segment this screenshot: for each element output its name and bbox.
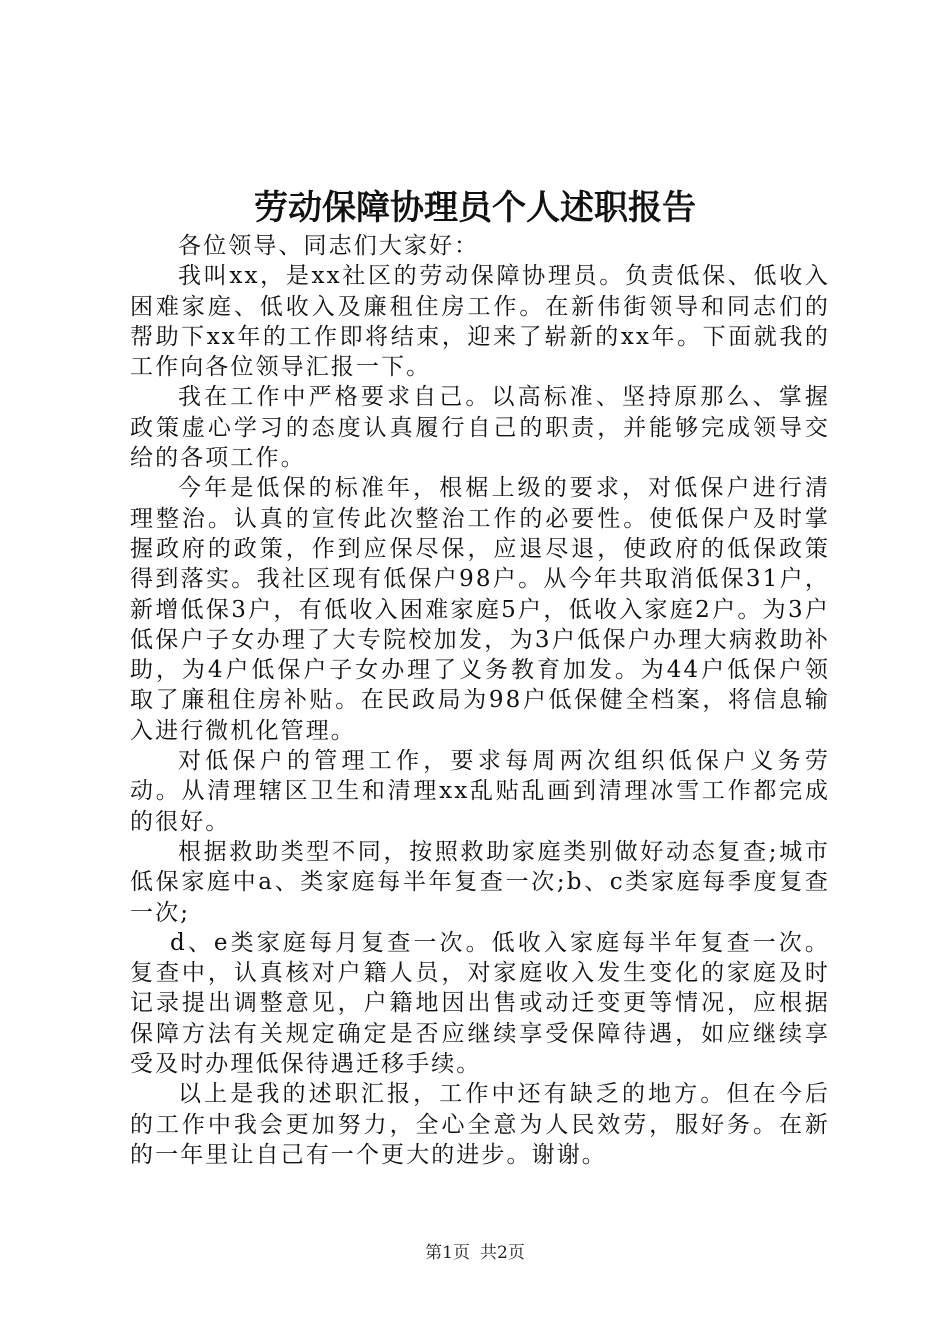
paragraph-dynamic-review: 根据救助类型不同，按照救助家庭类别做好动态复查;城市低保家庭中a、类家庭每半年复查一次;b、c类家庭每季度复查一次;: [130, 838, 830, 926]
page-number-total: 共2页: [480, 1243, 525, 1263]
paragraph-low-income-rectification: 今年是低保的标准年，根椐上级的要求，对低保户进行清理整治。认真的宣传此次整治工作的必要性。使低保户及时掌握政府的政策，作到应保尽保，应退尽退，使政府的低保政策得到落实。我社区现有低保户98户。从今年共取消低保31户，新增低保3户，有低收入困难家庭5户，低收入家庭2户。为3户低保户子女办理了大专院校加发，为3户低保户办理大病救助补助，为4户低保户子女办理了义务教育加发。为44户低保户领取了廉租住房补贴。在民政局为98户低保健全档案，将信息输入进行微机化管理。: [130, 475, 830, 744]
paragraph-review-details: d、e类家庭每月复查一次。低收入家庭每半年复查一次。复查中，认真核对户籍人员，对家庭收入发生变化的家庭及时记录提出调整意见，户籍地因出售或动迁变更等情况，应根据保障方法有关规定确定是否应继续享受保障待遇，如应继续享受及时办理低保待遇迁移手续。: [130, 929, 830, 1078]
page-number-current: 第1页: [425, 1243, 470, 1263]
paragraph-greeting: 各位领导、同志们大家好：: [178, 233, 480, 259]
paragraph-conclusion: 以上是我的述职汇报，工作中还有缺乏的地方。但在今后的工作中我会更加努力，全心全意为人民效劳，服好务。在新的一年里让自己有一个更大的进步。谢谢。: [130, 1081, 830, 1168]
document-body: [130, 231, 830, 1170]
paragraph-self-discipline: 我在工作中严格要求自己。以高标准、坚持原那么、掌握政策虚心学习的态度认真履行自己的职责，并能够完成领导交给的各项工作。: [130, 384, 830, 472]
paragraph-introduction: 我叫xx，是xx社区的劳动保障协理员。负责低保、低收入困难家庭、低收入及廉租住房工作。在新伟街领导和同志们的帮助下xx年的工作即将结束，迎来了崭新的xx年。下面就我的工作向各位领导汇报一下。: [130, 263, 830, 381]
document-title: 劳动保障协理员个人述职报告: [254, 188, 696, 228]
page-footer: [0, 1241, 950, 1265]
paragraph-household-management: 对低保户的管理工作，要求每周两次组织低保户义务劳动。从清理辖区卫生和清理xx乱贴乱画到清理冰雪工作都完成的很好。: [130, 748, 830, 835]
